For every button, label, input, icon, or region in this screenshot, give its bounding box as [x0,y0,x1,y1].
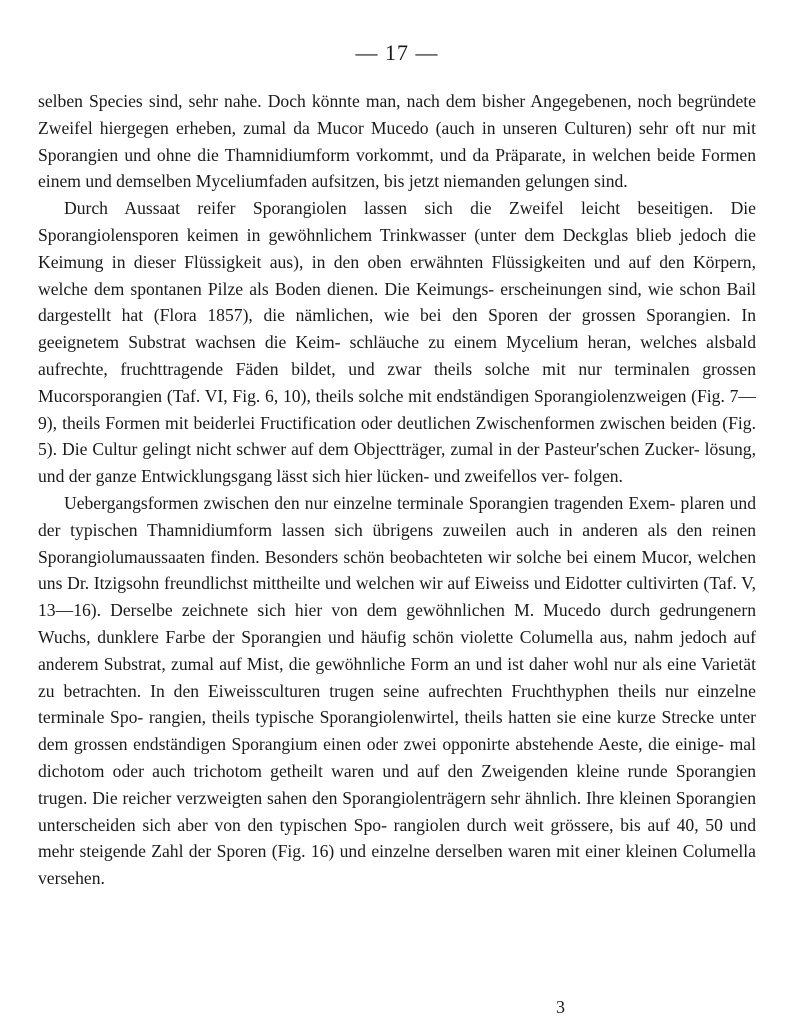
paragraph-2: Durch Aussaat reifer Sporangiolen lassen sich die Zweifel leicht beseitigen. Die Sporangiolensporen keimen in gewöhnlichem Trinkwasser (unter dem Deckglas blieb jedoch die Keimung in dieser Flüssigkeit aus), in den oben erwähnten Flüssigkeiten und auf den Körpern, welche dem spontanen Pilze als Boden dienen. Die Keimungs- erscheinungen sind, wie schon Bail dargestellt hat (Flora 1857), die nämlichen, wie bei den Sporen der grossen Sporangien. In geeignetem Substrat wachsen die Keim- schläuche zu einem Mycelium heran, welches alsbald aufrechte, fruchttragende Fäden bildet, und zwar theils solche mit nur terminalen grossen Mucorsporangien (Taf. VI, Fig. 6, 10), theils solche mit endständigen Sporangiolenzweigen (Fig. 7—9), theils Formen mit beiderlei Fructification oder deutlichen Zwischenformen zwischen beiden (Fig. 5). Die Cultur gelingt nicht schwer auf dem Objectträger, zumal in der Pasteur'schen Zucker- lösung, und der ganze Entwicklungsgang lässt sich hier lücken- und zweifellos ver- folgen. [38,198,756,487]
page [38,40,756,892]
paragraph-3: Uebergangsformen zwischen den nur einzelne terminale Sporangien tragenden Exem- plaren und der typischen Thamnidiumform lassen sich übrigens zuweilen auch in anderen als den reinen Sporangiolumaussaaten finden. Besonders schön beobachteten wir solche bei einem Mucor, welchen uns Dr. Itzigsohn freundlichst mittheilte und welchen wir auf Eiweiss und Eidotter cultivirten (Taf. V, 13—16). Derselbe zeichnete sich hier von dem gewöhnlichen M. Mucedo durch gedrungenern Wuchs, dunklere Farbe der Sporangien und häufig schön violette Columella aus, nahm jedoch auf anderem Substrat, zumal auf Mist, die gewöhnliche Form an und ist daher wohl nur als eine Varietät zu betrachten. In den Eiweissculturen trugen seine aufrechten Fruchthyphen theils nur einzelne terminale Spo- rangien, theils typische Sporangiolenwirtel, theils hatten sie eine kurze Strecke unter dem grossen endständigen Sporangium einen oder zwei opponirte abstehende Aeste, die einige- mal dichotom oder auch trichotom getheilt waren und auf den Zweigenden kleine runde Sporangien trugen. Die reicher verzweigten sahen den Sporangiolenträgern sehr ähnlich. Ihre kleinen Sporangien unterscheiden sich aber von den typischen Spo- rangiolen durch weit grössere, bis auf 40, 50 und mehr steigende Zahl der Sporen (Fig. 16) und einzelne derselben waren mit einer kleinen Columella versehen. [38,492,756,889]
paragraph-1: selben Species sind, sehr nahe. Doch könnte man, nach dem bisher Angegebenen, noch begründete Zweifel hiergegen erheben, zumal da Mucor Mucedo (auch in unseren Culturen) sehr oft nur mit Sporangien und ohne die Thamnidiumform vorkommt, und da Präparate, in welchen beide Formen einem und demselben Myceliumfaden aufsitzen, bis jetzt niemanden gelungen sind. [38,91,756,192]
page-number-header: — 17 — [355,40,439,65]
signature-mark: 3 [556,997,565,1017]
